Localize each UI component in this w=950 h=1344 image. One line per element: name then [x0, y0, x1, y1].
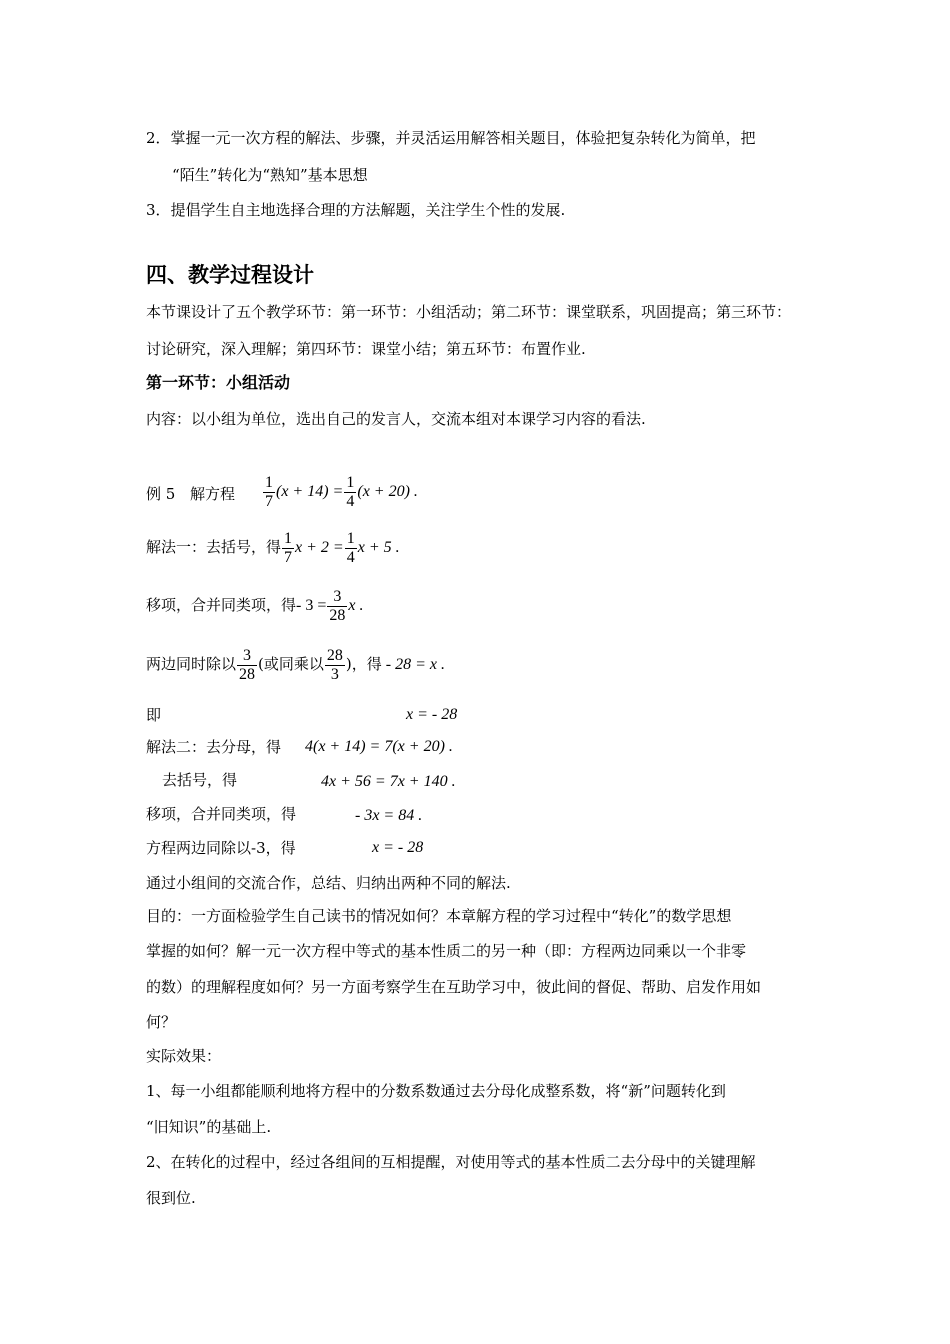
fraction: $\frac{1}{7}$ [265, 474, 273, 510]
method1-step4-label: 即 [146, 706, 162, 724]
method1-step4-eq: x = - 28 [406, 706, 458, 723]
method2-step3-eq: - 3x = 84 . [355, 807, 423, 824]
effect-heading: 实际效果： [146, 1047, 222, 1065]
objective-item-2: 2．掌握一元一次方程的解法、步骤，并灵活运用解答相关题目，体验把复杂转化为简单，把 [146, 129, 756, 147]
summary: 通过小组间的交流合作，总结、归纳出两种不同的解法. [146, 874, 511, 892]
effect-item-1-line-2: “旧知识”的基础上. [146, 1118, 272, 1136]
method1-step3: 两边同时除以 $\frac{3}{28}$ (或同乘以 $\frac{28}{3}$ )，得 - 28 = x . [146, 647, 445, 683]
purpose-line-2: 掌握的如何？解一元一次方程中等式的基本性质二的另一种（即：方程两边同乘以一个非零 [146, 942, 747, 960]
method2-step2-eq: 4x + 56 = 7x + 140 . [321, 773, 456, 790]
effect-item-2-line-2: 很到位. [146, 1189, 196, 1207]
objective-item-2-cont: “陌生”转化为“熟知”基本思想 [172, 166, 368, 184]
fraction: $\frac{28}{3}$ [326, 647, 343, 683]
example-label: 例 5 [146, 485, 176, 503]
step1-content: 内容：以小组为单位，选出自己的发言人，交流本组对本课学习内容的看法. [146, 410, 646, 428]
fraction: $\frac{3}{28}$ [329, 588, 346, 624]
method2-step1-eq: 4(x + 14) = 7(x + 20) . [305, 738, 453, 755]
fraction: $\frac{1}{4}$ [346, 474, 355, 510]
method2-step4-eq: x = - 28 [372, 839, 424, 856]
fraction: $\frac{3}{28}$ [239, 647, 256, 683]
example-equation: $\frac{1}{7}$ (x + 14) = $\frac{1}{4}$ (x + 20) . [265, 474, 418, 510]
purpose-line-3: 的数）的理解程度如何？另一方面考察学生在互助学习中，彼此间的督促、帮助、启发作用如 [146, 978, 762, 996]
fraction: $\frac{1}{4}$ [346, 530, 355, 566]
method2-step1-label: 解法二：去分母，得 [146, 738, 282, 756]
example-task: 解方程 [190, 485, 236, 503]
method1-step1: 解法一：去括号，得 $\frac{1}{7}$ x + 2 = $\frac{1}{4}$ x + 5 . [146, 530, 400, 566]
purpose-line-4: 何？ [146, 1013, 177, 1031]
method2-step3-label: 移项，合并同类项，得 [146, 805, 297, 823]
objective-item-3: 3．提倡学生自主地选择合理的方法解题，关注学生个性的发展. [146, 201, 566, 219]
purpose-line-1: 目的：一方面检验学生自己读书的情况如何？本章解方程的学习过程中“转化”的数学思想 [146, 907, 732, 925]
method2-step2-label: 去括号，得 [162, 771, 238, 789]
step1-heading: 第一环节：小组活动 [146, 373, 291, 392]
effect-item-2-line-1: 2、在转化的过程中，经过各组间的互相提醒，对使用等式的基本性质二去分母中的关键理解 [146, 1153, 756, 1171]
effect-item-1-line-1: 1、每一小组都能顺利地将方程中的分数系数通过去分母化成整系数，将“新”问题转化到 [146, 1082, 726, 1100]
fraction: $\frac{1}{7}$ [284, 530, 293, 566]
method2-step4-label: 方程两边同除以-3，得 [146, 839, 296, 857]
intro-line-1: 本节课设计了五个教学环节：第一环节：小组活动；第二环节：课堂联系，巩固提高；第三环节： [146, 303, 792, 321]
section-heading: 四、教学过程设计 [146, 263, 314, 287]
intro-line-2: 讨论研究，深入理解；第四环节：课堂小结；第五环节：布置作业. [146, 340, 586, 358]
method1-step2: 移项，合并同类项，得- 3 = $\frac{3}{28}$ x . [146, 588, 364, 624]
